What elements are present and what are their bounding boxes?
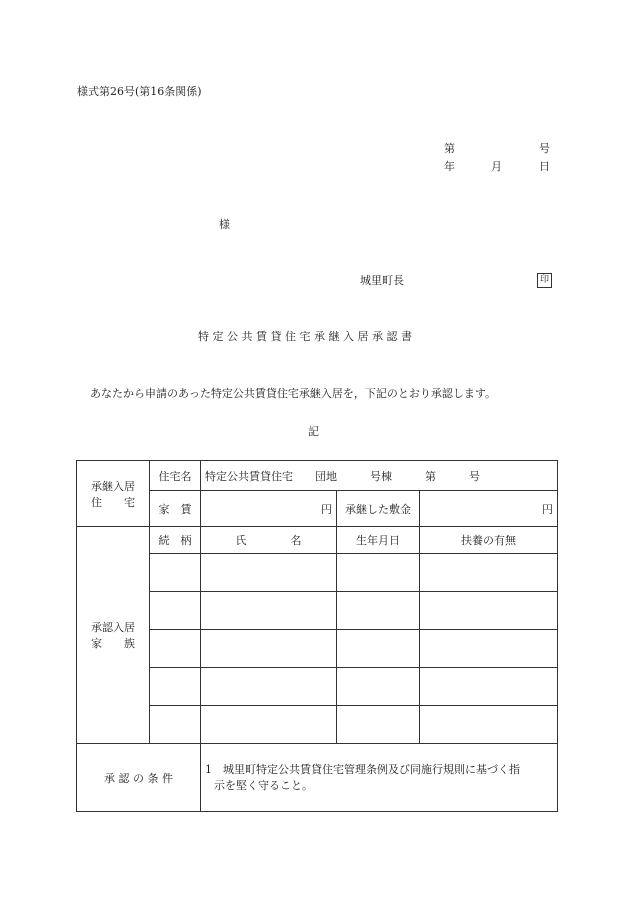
rent-value: 円 — [201, 491, 337, 527]
date-month: 月 — [491, 160, 502, 173]
housing-name-label: 住宅名 — [150, 461, 201, 491]
relationship-cell[interactable] — [150, 592, 201, 630]
relationship-cell[interactable] — [150, 706, 201, 744]
family-row — [77, 706, 558, 744]
name-cell[interactable] — [201, 630, 337, 668]
family-row — [77, 630, 558, 668]
housing-label-line1: 承継入居 — [91, 479, 135, 493]
date-year: 年 — [444, 160, 455, 173]
dependent-cell[interactable] — [420, 668, 558, 706]
family-header-row — [77, 527, 558, 554]
birthdate-cell[interactable] — [337, 554, 420, 592]
conditions-row — [77, 744, 558, 812]
relationship-cell[interactable] — [150, 630, 201, 668]
family-row — [77, 554, 558, 592]
issuer: 城里町長 — [360, 274, 404, 287]
rent-label: 家 賃 — [150, 491, 201, 527]
housing-label-cell — [77, 461, 150, 527]
dependent-cell[interactable] — [420, 592, 558, 630]
conditions-label: 承 認 の 条 件 — [77, 744, 201, 812]
housing-label-line2: 住 宅 — [91, 495, 135, 509]
conditions-line1: 1 城里町特定公共賃貸住宅管理条例及び同施行規則に基づく指 — [205, 762, 520, 776]
family-label-line1: 承認入居 — [91, 621, 135, 634]
header-relationship: 続 柄 — [150, 527, 201, 554]
deposit-label: 承継した敷金 — [337, 491, 420, 527]
conditions-text-cell — [201, 744, 558, 812]
conditions-line2: 示を堅く守ること。 — [214, 778, 313, 792]
family-row — [77, 592, 558, 630]
relationship-cell[interactable] — [150, 668, 201, 706]
family-label-line2: 家 族 — [91, 637, 135, 650]
housing-name-row — [77, 461, 558, 491]
housing-name-value: 特定公共賃貸住宅 団地 号棟 第 号 — [201, 461, 558, 491]
dependent-cell[interactable] — [420, 554, 558, 592]
dependent-cell[interactable] — [420, 706, 558, 744]
date-day: 日 — [539, 160, 550, 173]
name-cell[interactable] — [201, 706, 337, 744]
header-birthdate: 生年月日 — [337, 527, 420, 554]
birthdate-cell[interactable] — [337, 630, 420, 668]
seal-stamp: 印 — [537, 273, 552, 288]
document-title: 特 定 公 共 賃 貸 住 宅 承 継 入 居 承 認 書 — [198, 330, 412, 343]
family-row — [77, 668, 558, 706]
rent-row — [77, 491, 558, 527]
header-dependent: 扶養の有無 — [420, 527, 558, 554]
name-cell[interactable] — [201, 554, 337, 592]
relationship-cell[interactable] — [150, 554, 201, 592]
ki-label: 記 — [308, 425, 319, 438]
application-table — [76, 460, 558, 812]
ref-go: 号 — [539, 142, 550, 155]
body-text: あなたから申請のあった特定公共賃貸住宅承継入居を，下記のとおり承認します。 — [90, 387, 497, 400]
deposit-value: 円 — [420, 491, 558, 527]
birthdate-cell[interactable] — [337, 668, 420, 706]
ref-dai: 第 — [444, 142, 455, 155]
dependent-cell[interactable] — [420, 630, 558, 668]
name-cell[interactable] — [201, 668, 337, 706]
birthdate-cell[interactable] — [337, 706, 420, 744]
addressee-suffix: 様 — [219, 218, 230, 231]
family-label-cell — [77, 527, 150, 744]
form-number: 様式第26号(第16条関係) — [77, 85, 202, 98]
birthdate-cell[interactable] — [337, 592, 420, 630]
name-cell[interactable] — [201, 592, 337, 630]
header-name: 氏 名 — [201, 527, 337, 554]
